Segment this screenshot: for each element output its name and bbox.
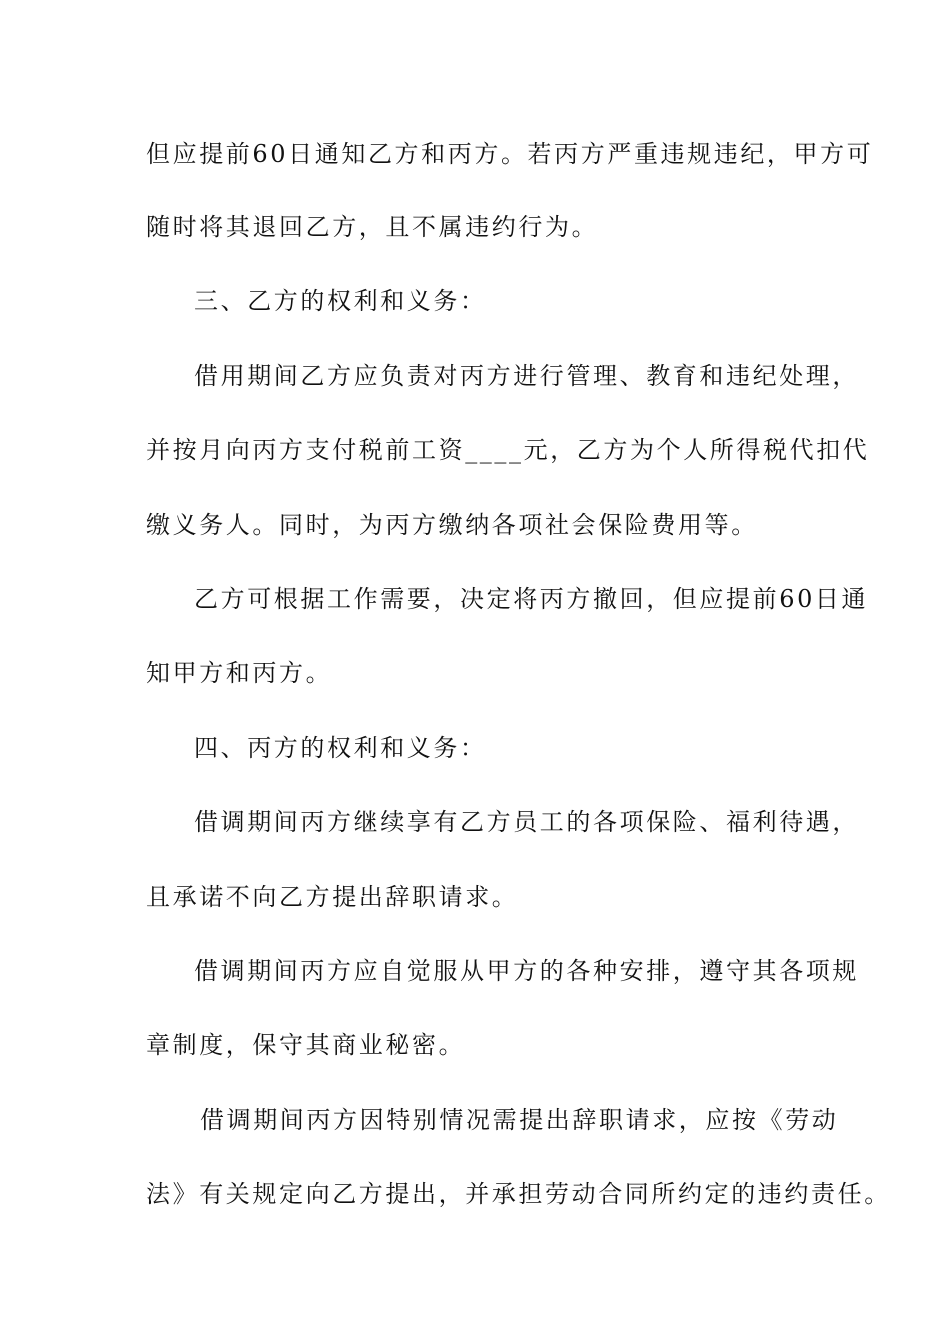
text-line: 并按月向丙方支付税前工资____元，乙方为个人所得税代扣代 bbox=[146, 436, 870, 464]
text-line: 法》有关规定向乙方提出，并承担劳动合同所约定的违约责任。 bbox=[146, 1180, 891, 1208]
section-heading: 三、乙方的权利和义务： bbox=[194, 287, 487, 315]
text-line: 借调期间丙方因特别情况需提出辞职请求，应按《劳动 bbox=[200, 1106, 839, 1134]
text-line: 知甲方和丙方。 bbox=[146, 659, 333, 687]
text-line: 且承诺不向乙方提出辞职请求。 bbox=[146, 883, 519, 911]
text-line: 随时将其退回乙方，且不属违约行为。 bbox=[146, 213, 599, 241]
text-line: 借用期间乙方应负责对丙方进行管理、教育和违纪处理， bbox=[194, 362, 859, 390]
section-heading: 四、丙方的权利和义务： bbox=[194, 734, 487, 762]
text-line: 章制度，保守其商业秘密。 bbox=[146, 1031, 466, 1059]
text-line: 借调期间丙方继续享有乙方员工的各项保险、福利待遇， bbox=[194, 808, 859, 836]
text-line: 但应提前60日通知乙方和丙方。若丙方严重违规违纪，甲方可 bbox=[146, 140, 874, 168]
text-line: 借调期间丙方应自觉服从甲方的各种安排，遵守其各项规 bbox=[194, 957, 859, 985]
text-line: 缴义务人。同时，为丙方缴纳各项社会保险费用等。 bbox=[146, 511, 758, 539]
text-line: 乙方可根据工作需要，决定将丙方撤回，但应提前60日通 bbox=[194, 585, 869, 613]
